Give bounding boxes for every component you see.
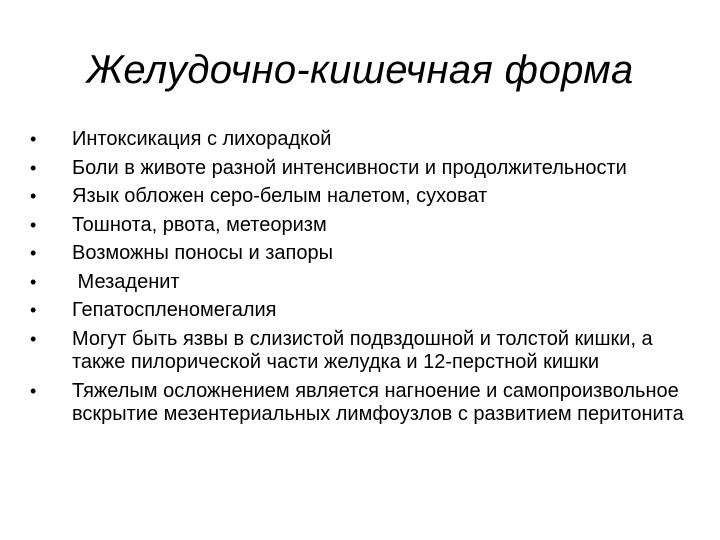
list-item-text: Тошнота, рвота, метеоризм — [72, 213, 327, 236]
list-item-text: Могут быть язвы в слизистой подвздошной и толстой кишки, а также пилорической части желудка и 12-перстной кишки — [72, 327, 653, 373]
bullet-icon: • — [30, 243, 37, 263]
bullet-list — [30, 128, 690, 432]
bullet-icon: • — [30, 271, 37, 292]
bullet-icon: • — [30, 157, 37, 178]
bullet-icon: • — [30, 214, 37, 235]
list-item — [30, 328, 690, 375]
bullet-icon: • — [30, 129, 37, 149]
list-item — [30, 380, 690, 427]
list-item-text: Интоксикация с лихорадкой — [72, 128, 332, 150]
list-item-text: Боли в животе разной интенсивности и продолжительности — [72, 156, 627, 179]
list-item-text: Тяжелым осложнением является нагноение и самопроизвольное вскрытие мезентериальных лимфоузлов с развитием перитонита — [72, 379, 684, 425]
bullet-icon: • — [30, 380, 37, 401]
list-item — [30, 242, 690, 266]
list-item — [30, 271, 690, 295]
list-item — [30, 185, 690, 209]
list-item-text: Язык обложен серо-белым налетом, суховат — [72, 185, 488, 207]
list-item-text: Гепатоспленомегалия — [72, 299, 277, 321]
slide-title: Желудочно-кишечная форма — [86, 48, 634, 92]
list-item-text: Возможны поносы и запоры — [72, 242, 333, 264]
list-item-text: Мезаденит — [72, 270, 180, 293]
bullet-icon: • — [30, 328, 37, 349]
bullet-icon: • — [30, 186, 37, 206]
bullet-icon: • — [30, 300, 37, 320]
list-item — [30, 128, 690, 152]
list-item — [30, 157, 690, 181]
list-item — [30, 299, 690, 323]
list-item — [30, 214, 690, 238]
